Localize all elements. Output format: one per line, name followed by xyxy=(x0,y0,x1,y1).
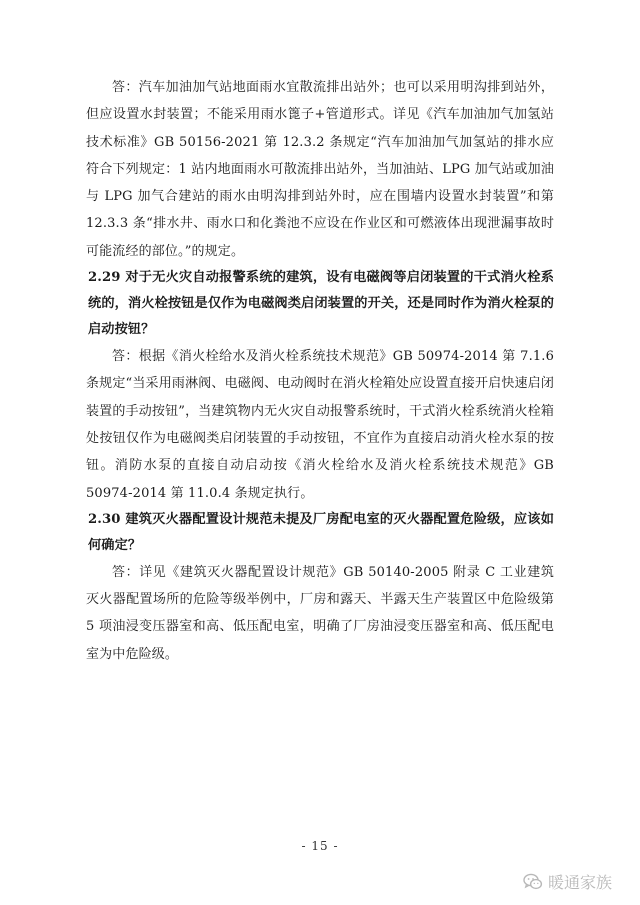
wechat-icon xyxy=(523,873,543,891)
watermark-text: 暖通家族 xyxy=(547,873,612,892)
answer-paragraph-2-30: 答：详见《建筑灭火器配置设计规范》GB 50140-2005 附录 C 工业建筑灭火器配置场所的危险等级举例中，厂房和露天、半露天生产装置区中危险级第 5 项油浸变压器室和高、低压配电室，明确了厂房油浸变压器室和高、低压配电室为中危险级。 xyxy=(86,564,554,662)
document-body xyxy=(86,74,554,668)
answer-paragraph-2-28: 答：汽车加油加气站地面雨水宜散流排出站外；也可以采用明沟排到站外，但应设置水封装置；不能采用雨水篦子+管道形式。详见《汽车加油加气加氢站技术标准》GB 50156-2021 第 12.3.2 条规定“汽车加油加气加氢站的排水应符合下列规定：1 站内地面雨水可散流排出站外，当加油站、LPG 加气站或加油与 LPG 加气合建站的雨水由明沟排到站外时，应在围墙内设置水封装置”和第 12.3.3 条“排水井、雨水口和化粪池不应设在作业区和可燃液体出现泄漏事故时可能流经的部位。”的规定。 xyxy=(86,80,554,259)
question-2-30: 2.30 建筑灭火器配置设计规范未提及厂房配电室的灭火器配置危险级，应该如何确定？ xyxy=(88,511,554,553)
watermark xyxy=(523,870,612,893)
page-number: - 15 - xyxy=(301,839,339,853)
answer-paragraph-2-29: 答：根据《消火栓给水及消火栓系统技术规范》GB 50974-2014 第 7.1.6 条规定“当采用雨淋阀、电磁阀、电动阀时在消火栓箱处应设置直接开启快速启闭装置的手动按钮”，当建筑物内无火灾自动报警系统时，干式消火栓系统消火栓箱处按钮仅作为电磁阀类启闭装置的手动按钮，不宜作为直接启动消火栓水泵的按钮。消防水泵的直接自动启动按《消火栓给水及消火栓系统技术规范》GB 50974-2014 第 11.0.4 条规定执行。 xyxy=(86,349,554,501)
question-2-29: 2.29 对于无火灾自动报警系统的建筑，设有电磁阀等启闭装置的干式消火栓系统的，消火栓按钮是仅作为电磁阀类启闭装置的开关，还是同时作为消火栓泵的启动按钮？ xyxy=(88,270,554,338)
